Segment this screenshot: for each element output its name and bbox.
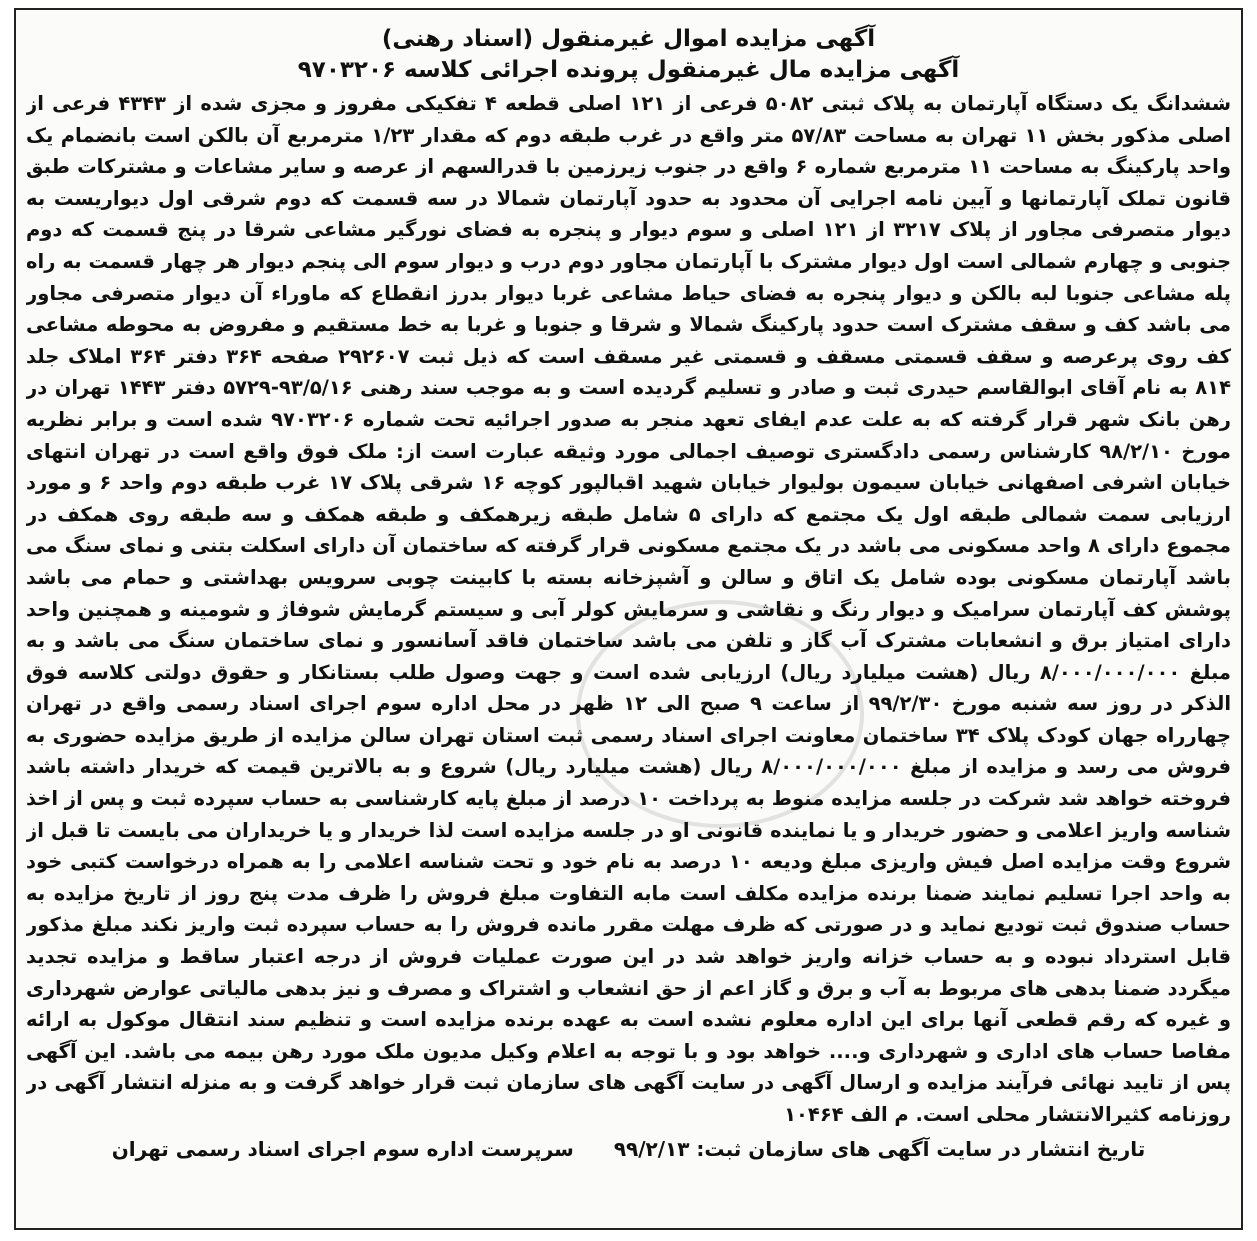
notice-content (26, 24, 1231, 1218)
notice-subtitle: آگهی مزایده مال غیرمنقول پرونده اجرائی کلاسه ۹۷۰۳۲۰۶ (297, 57, 960, 83)
auction-notice (14, 8, 1243, 1230)
notice-footer (26, 1133, 1231, 1165)
signature: سرپرست اداره سوم اجرای اسناد رسمی تهران (111, 1136, 574, 1161)
notice-title: آگهی مزایده اموال غیرمنقول (اسناد رهنی) (381, 26, 876, 52)
publication-date: تاریخ انتشار در سایت آگهی های سازمان ثبت: ۹۹/۲/۱۳ (613, 1136, 1146, 1161)
notice-body: ششدانگ یک دستگاه آپارتمان به پلاک ثبتی ۵۰۸۲ فرعی از ۱۲۱ اصلی قطعه ۴ تفکیکی مفروز و مجزی شده از ۴۳۴۳ فرعی از اصلی مذکور بخش ۱۱ تهران به مساحت ۵۷/۸۳ متر واقع در غرب طبقه دوم که مقدار ۱/۲۳ مترمربع آن بالکن است بانضمام یک واحد پارکینگ به مساحت ۱۱ مترمربع شماره ۶ واقع در جنوب زیرزمین با قدرالسهم از عرصه و سایر مشاعات و مشترکات طبق قانون تملک آپارتمانها و آیین نامه اجرایی آن محدود به حدود آپارتمان شمالا در سه قسمت که دوم شرقی اول دیواریست به دیوار متصرفی مجاور از پلاک ۳۲۱۷ از ۱۲۱ اصلی و سوم دیوار و پنجره به فضای نورگیر مشاعی شرقا در پنج قسمت که دوم جنوبی و چهارم شمالی است اول دیوار مشترک با آپارتمان مجاور دوم درب و دیوار سوم الی پنجم دیوار هر چهار قسمت به راه پله مشاعی جنوبا لبه بالکن و دیوار پنجره به فضای حیاط مشاعی غربا دیوار بدرز انقطاع که ماوراء آن دیوار متصرفی مجاور می باشد کف و سقف مشترک است حدود پارکینگ شمالا و شرقا و جنوبا و غربا به خط مستقیم و مفروض به محوطه مشاعی کف روی پرعرصه و سقف قسمتی مسقف و قسمتی غیر مسقف است که ذیل ثبت ۲۹۲۶۰۷ صفحه ۳۶۴ دفتر ۳۶۴ املاک جلد ۸۱۴ به نام آقای ابوالقاسم حیدری ثبت و صادر و تسلیم گردیده است و به موجب سند رهنی ۹۳/۵/۱۶-۵۷۲۹ دفتر ۱۴۴۳ تهران در رهن بانک شهر قرار گرفته که به علت عدم ایفای تعهد منجر به صدور اجرائیه تحت شماره ۹۷۰۳۲۰۶ شده است و برابر نظریه مورخ ۹۸/۲/۱۰ کارشناس رسمی دادگستری توصیف اجمالی مورد وثیقه عبارت است از: ملک فوق واقع است در تهران انتهای خیابان اشرفی اصفهانی خیابان سیمون بولیوار خیابان شهید اقبالپور کوچه ۱۶ شرقی پلاک ۱۷ غرب طبقه دوم واحد ۶ و مورد ارزیابی سمت شمالی طبقه اول یک مجتمع که دارای ۵ شامل طبقه زیرهمکف و طبقه همکف و سه طبقه روی همکف در مجموع دارای ۸ واحد مسکونی می باشد در یک مجتمع مسکونی قرار گرفته که ساختمان آن دارای اسکلت بتنی و نمای سنگ می باشد آپارتمان مسکونی بوده شامل یک اتاق و سالن و آشپزخانه بسته با کابینت چوبی سرویس بهداشتی و حمام می باشد پوشش کف آپارتمان سرامیک و دیوار رنگ و نقاشی و سرمایش کولر آبی و سیستم گرمایش شوفاژ و شومینه و همچنین واحد دارای امتیاز برق و انشعابات مشترک آب گاز و تلفن می باشد ساختمان فاقد آسانسور و نمای ساختمان سنگ می باشد و به مبلغ ۸/۰۰۰/۰۰۰/۰۰۰ ریال (هشت میلیارد ریال) ارزیابی شده است و جهت وصول طلب بستانکار و حقوق دولتی کلاسه فوق الذکر در روز سه شنبه مورخ ۹۹/۲/۳۰ از ساعت ۹ صبح الی ۱۲ ظهر در محل اداره سوم اجرای اسناد رسمی واقع در تهران چهارراه جهان کودک پلاک ۳۴ ساختمان معاونت اجرای اسناد رسمی ثبت استان تهران سالن مزایده از طریق مزایده حضوری به فروش می رسد و مزایده از مبلغ ۸/۰۰۰/۰۰۰/۰۰۰ ریال (هشت میلیارد ریال) شروع و به بالاترین قیمت که خریدار داشته باشد فروخته خواهد شد شرکت در جلسه مزایده منوط به پرداخت ۱۰ درصد از مبلغ پایه کارشناسی به حساب سپرده ثبت و پس از اخذ شناسه واریز اعلامی و حضور خریدار و یا نماینده قانونی او در جلسه مزایده است لذا خریدار و یا خریداران می بایست تا قبل از شروع وقت مزایده اصل فیش واریزی مبلغ ودیعه ۱۰ درصد به نام خود و تحت شناسه اعلامی را به همراه درخواست کتبی خود به واحد اجرا تسلیم نمایند ضمنا برنده مزایده مکلف است مابه التفاوت مبلغ فروش را ظرف مدت پنج روز از تاریخ مزایده به حساب صندوق ثبت تودیع نماید و در صورتی که ظرف مهلت مقرر مانده فروش را به حساب سپرده ثبت واریز نکند مبلغ مذکور قابل استرداد نبوده و به حساب خزانه واریز خواهد شد در این صورت عملیات فروش از درجه اعتبار ساقط و مزایده تجدید میگردد ضمنا بدهی های مربوط به آب و برق و گاز اعم از حق انشعاب و اشتراک و مصرف و نیز بدهی مالیاتی عوارض شهرداری و غیره که رقم قطعی آنها برای این اداره معلوم نشده است به عهده برنده مزایده است و تنظیم سند انتقال موکول به ارائه مفاصا حساب های اداری و شهرداری و.... خواهد بود و با توجه به اعلام وکیل مدیون ملک مورد رهن بیمه می باشد. این آگهی پس از تایید نهائی فرآیند مزایده و ارسال آگهی در سایت آگهی های سازمان ثبت قرار خواهد گرفت و به منزله انتشار آگهی در روزنامه کثیرالانتشار محلی است. م الف ۱۰۴۶۴ (26, 92, 1231, 1126)
